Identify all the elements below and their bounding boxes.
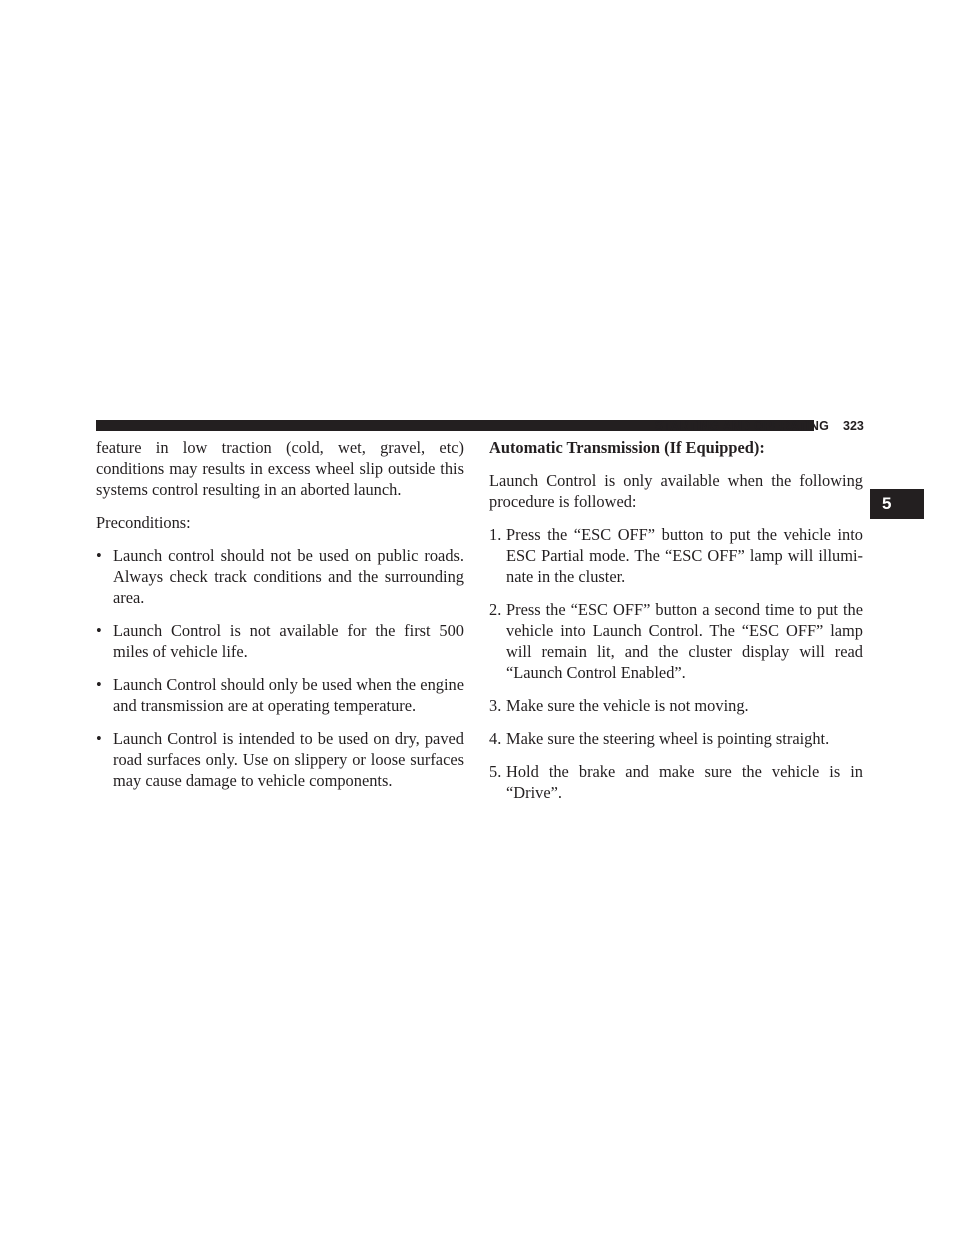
bullet-text: Launch Control should only be used when the engine and transmission are at operating temperature. [113, 675, 464, 715]
bullet-marker: • [96, 621, 102, 640]
step-item [489, 695, 863, 716]
bullet-item [96, 728, 464, 791]
preconditions-label: Preconditions: [96, 513, 191, 532]
step-text: Hold the brake and make sure the vehicle is in “Drive”. [506, 762, 863, 802]
left-column [96, 437, 464, 791]
bullet-marker: • [96, 675, 102, 694]
bullet-item [96, 674, 464, 716]
chapter-tab: 5 [870, 489, 924, 519]
step-item [489, 728, 863, 749]
page-number: 323 [843, 419, 864, 433]
step-number: 5. [489, 762, 502, 781]
step-text: Press the “ESC OFF” button to put the vehicle into ESC Partial mode. The “ESC OFF” lamp will illumi-nate in the cluster. [506, 525, 863, 586]
bullet-text: Launch Control is not available for the first 500 miles of vehicle life. [113, 621, 464, 661]
step-number: 3. [489, 696, 502, 715]
section-title: STARTING AND OPERATING [654, 419, 829, 433]
step-text: Make sure the vehicle is not moving. [506, 696, 749, 715]
step-item [489, 599, 863, 683]
step-text: Press the “ESC OFF” button a second time to put the vehicle into Launch Control. The “ESC OFF” lamp will remain lit, and the cluster display will read “Launch Control Enabled”. [506, 600, 863, 682]
step-number: 4. [489, 729, 502, 748]
bullet-item [96, 620, 464, 662]
step-text: Make sure the steering wheel is pointing straight. [506, 729, 830, 748]
section-heading: Automatic Transmission (If Equipped): [489, 438, 765, 457]
step-item [489, 524, 863, 587]
bullet-text: Launch control should not be used on public roads. Always check track conditions and the surrounding area. [113, 546, 464, 607]
bullet-marker: • [96, 729, 102, 748]
procedure-intro: Launch Control is only available when the following procedure is followed: [489, 471, 863, 511]
step-number: 1. [489, 525, 502, 544]
right-column [489, 437, 863, 803]
intro-paragraph: feature in low traction (cold, wet, gravel, etc) conditions may results in excess wheel slip outside this systems control resulting in an aborted launch. [96, 438, 464, 499]
step-item [489, 761, 863, 803]
bullet-item [96, 545, 464, 608]
bullet-marker: • [96, 546, 102, 565]
step-number: 2. [489, 600, 502, 619]
bullet-text: Launch Control is intended to be used on dry, paved road surfaces only. Use on slippery or loose surfaces may cause damage to vehicle components. [113, 729, 464, 790]
